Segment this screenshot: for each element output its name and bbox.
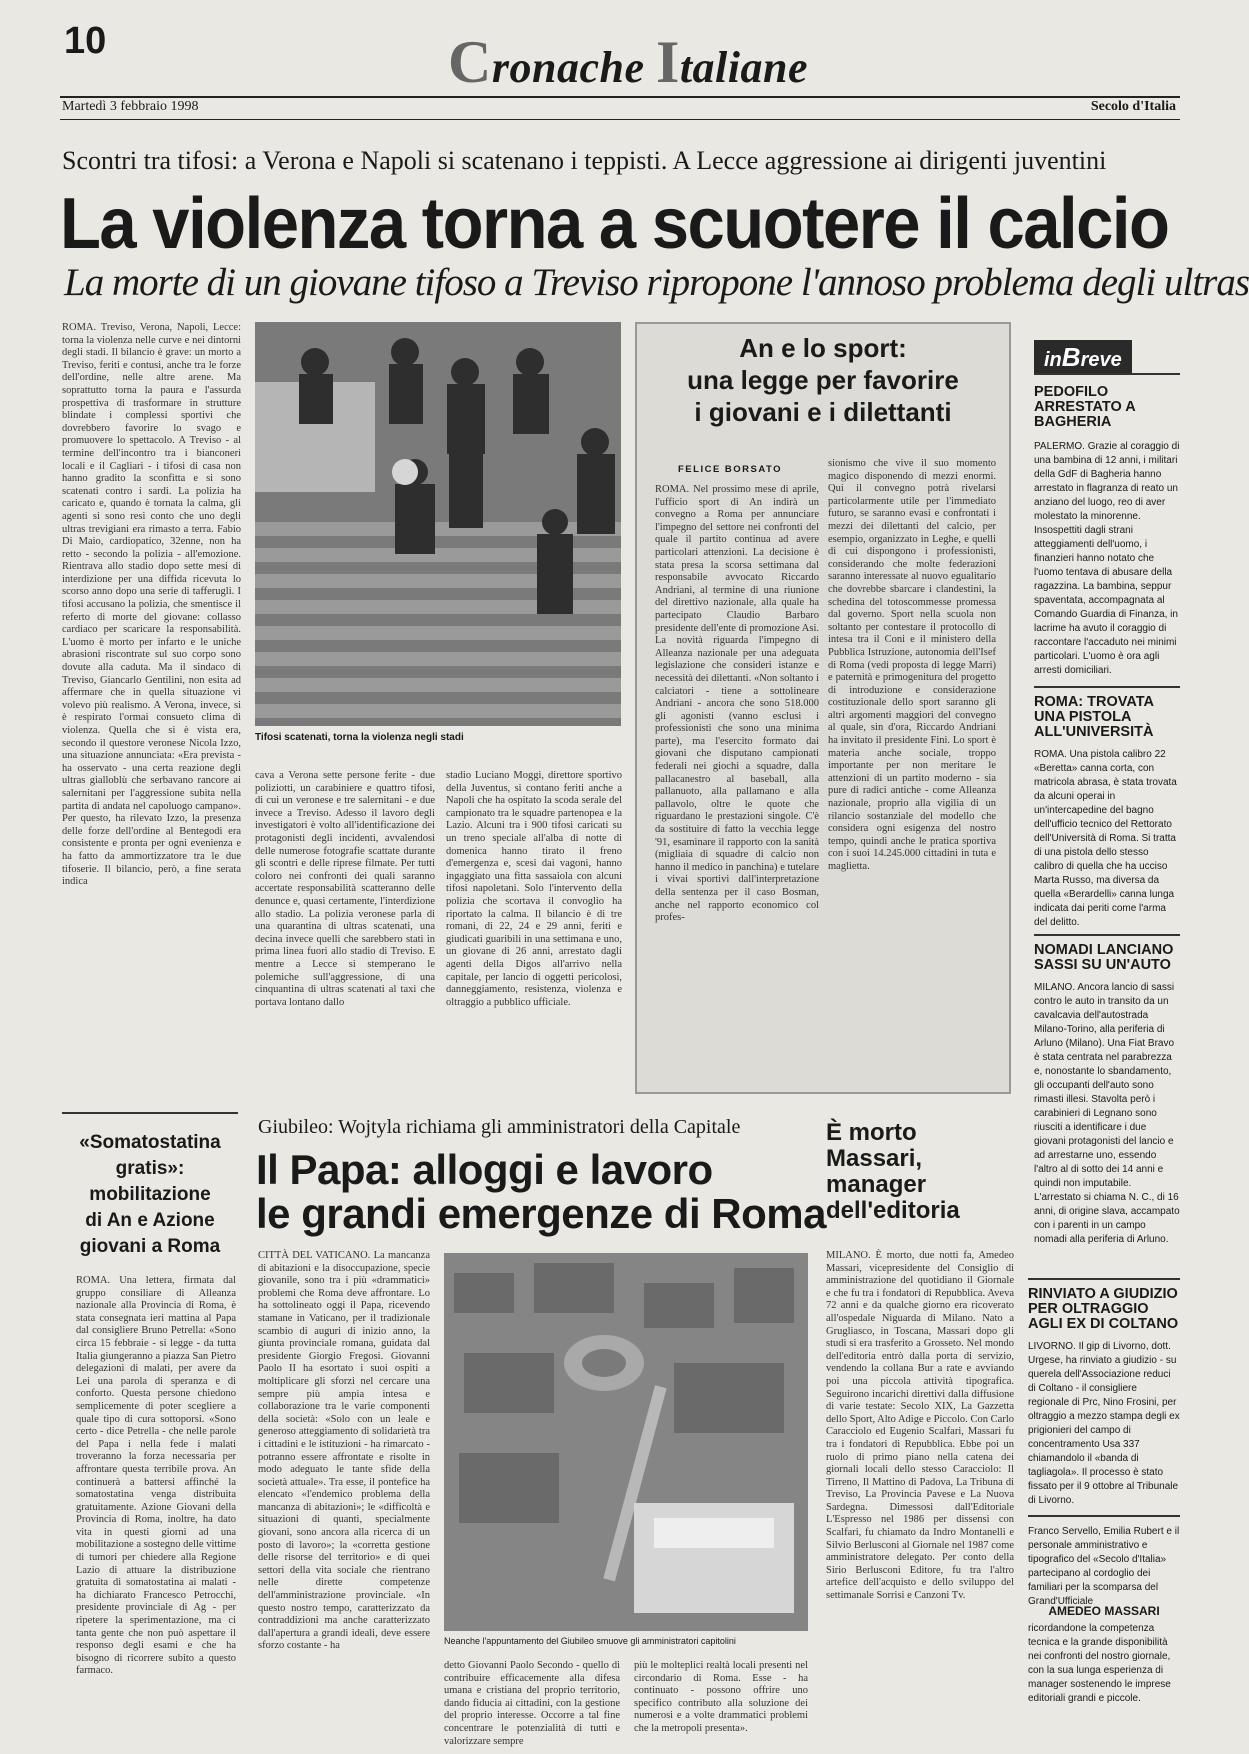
- top-kicker: Scontri tra tifosi: a Verona e Napoli si scatenano i teppisti. A Lecce aggressione ai dirigenti juventini: [62, 146, 1107, 175]
- in-breve-tag: inBreve: [1034, 340, 1132, 375]
- breve-title: PEDOFILO ARRESTATO A BAGHERIA: [1034, 384, 1136, 430]
- massari-headline: È morto Massari, manager dell'editoria: [826, 1119, 960, 1224]
- main-story-col3: stadio Luciano Moggi, direttore sportivo della Juventus, si contano feriti anche a Napoli che ha ospitato la scoda serale del campionato tra le squadre partenopea e la Lazio. Alcuni tra i 900 tifosi caricati su un treno speciale all'alba di notte di domenica hanno tirato il freno d'emergenza e, scesi dai vagoni, hanno ingaggiato una fitta sassaiola con alcuni tifosi napoletani. Solo l'intervento della polizia che scortava il convoglio ha riportato la calma. Il bilancio è di tre romani, di 22, 24 e 29 anni, feriti e giudicati guaribili in una settimana e uno, un giovane di 26 anni, arrestato dagli agenti della Digos all'arrivo nella capitale, per lancio di oggetti pericolosi, danneggiamento, resistenza, violenza e oltraggio a pubblico ufficiale.: [446, 770, 622, 1008]
- sport-col2: sionismo che vive il suo momento magico disponendo di mezzi enormi. Qui il convegno potrà rivelarsi particolarmente utile per l'immediato futuro, se saranno evasi e confrontati i mezzi dei dilettanti del calcio, per esempio, organizzato in Leghe, e quelli di cui dispongono i professionisti, considerando che molte federazioni saranno interessate al nuovo egualitario che dovrebbe sbarcare i clandestini, la schedina del totoscommesse promessa dal governo. Sport nella scuola non soltanto per contestare il protocollo di intesa tra il Coni e il ministero della Pubblica Istruzione, autonomia dell'Isef di Roma (vedi proposta di legge Marri) e paternità e primogenitura del progetto di introduzione e considerazione costituzionale dello sport saranno gli altri argomenti maggiori del convegno al quale, sin d'ora, Riccardo Andriani ha invitato il presidente Fini. Lo sport è materia anche sociale, troppo importante per non meritare le attenzioni di un partito moderno - sia pure di radici antiche - come Alleanza nazionale, proprio alla vigilia di un rilancio sostanziale del modello che considera ogni esigenza del nostro tempo, quindi anche le pratica sportiva con i suoi 14.245.000 cittadini in tuta e maglietta.: [828, 458, 996, 872]
- papa-headline: Il Papa: alloggi e lavoro le grandi emergenze di Roma: [256, 1146, 826, 1237]
- main-story-col1: ROMA. Treviso, Verona, Napoli, Lecce: torna la violenza nelle curve e nei dintorni degli stadi. Il bilancio è grave: un morto a Treviso, feriti e contusi, anche tra le forze dell'ordine, nelle altre arene. Ma soprattutto torna la paura e l'assurda prospettiva di trasformare in strutture blindate i complessi sportivi che dovrebbero favorire lo svago e promuovere lo spettacolo. A Treviso - al termine dell'incontro tra i bianconeri locali e il Cagliari - i tifosi di casa non hanno gradito la sconfitta e si sono scatenati contro i sardi. La polizia ha caricato e, quando è tornata la calma, gli agenti si sono resi conto che uno degli ultras trevigiani era rimasto a terra. Fabio Di Maio, cardiopatico, 32enne, non ha retto - secondo la polizia - all'emozione. Rientrava allo stadio dopo sette mesi di interdizione per una diffida ricevuta lo scorso anno dopo una serie di tafferugli. I tifosi accusano la polizia, che smentisce il referto di morte del giovane: collasso cardiaco per scaricare la responsabilità. L'uomo è morto per infarto e le uniche abrasioni riscontrate sul suo corpo sono dovute alla caduta. Ma il sindaco di Treviso, Giancarlo Gentilini, non esita ad affermare che in quella situazione vi volevo più realismo. A Verona, invece, si è respirato l'ormai consueto clima di violenza. Quella che si è vista era, secondo il questore veronese Nicola Izzo, una situazione annunciata: «Era prevista - ha osservato - una certa reazione degli ultras gialloblù che serbavano rancore ai salernitani per l'aggressione subita nella partita di andata nel capoluogo campano». Per questo, ha rilevato Izzo, la presenza delle forze dell'ordine al Bentegodi era consistente e pronta per ogni evenienza e ha fatto da ammortizzatore tra le due tifoserie. Il bilancio, però, a fine serata indica: [62, 322, 241, 888]
- massari-text: MILANO. È morto, due notti fa, Amedeo Massari, vicepresidente del Consiglio di amministrazione del quotidiano il Giornale e che fu tra i fondatori di Repubblica. Aveva 72 anni e da qualche giorno era ricoverato all'ospedale Niguarda di Milano. Nato a Grugliasco, in Toscana, Massari dopo gli studi si era trasferito a Grosseto. Nel mondo dell'editoria entrò dalla porta di servizio, vendendo la collana Bur a rate e avviando poi una piccola attività tipografica. Seguirono incarichi direttivi dalla diffusione di varie testate: Secolo XIX, La Gazzetta dello Sport, Alto Adige e Piccolo. Con Carlo Caracciolo ed Eugenio Scalfari, Massari fu tra i fondatori di Repubblica. Ebbe poi un ruolo di primo piano nella catena dei giornali locali dello stesso Caracciolo: Il Tirreno, Il Mattino di Padova, La Tribuna di Treviso, La Provincia Pavese e La Nuova Sardegna. Dimessosi dall'Editoriale L'Espresso nel 1986 per dissensi con Scalfari, fu chiamato da Indro Montanelli e Silvio Berlusconi al Giornale nel 1987 come amministratore delegato. Per conto della Sirio Berlusconi Editore, fu tra l'altro artefice dell'acquisto e dello sviluppo del settimanale Sorrisi e Canzoni Tv.: [826, 1250, 1014, 1602]
- sport-byline: FELICE BORSATO: [678, 464, 783, 475]
- breve-rule: [1034, 686, 1180, 688]
- rome-aerial-photo: [444, 1253, 808, 1631]
- papa-col3: più le molteplici realtà locali presenti nel circondario di Roma. Esse - ha continuato - possono offrire uno specifico contributo alla soluzione dei numerosi e a volte drammatici problemi che la metropoli presenta».: [634, 1660, 808, 1734]
- breve-title: RINVIATO A GIUDIZIO PER OLTRAGGIO AGLI EX DI COLTANO: [1028, 1286, 1179, 1332]
- breve-rule: [1034, 373, 1180, 375]
- rome-photo-caption: Neanche l'appuntamento del Giubileo smuove gli amministratori capitolini: [444, 1636, 736, 1646]
- condolence-name: AMEDEO MASSARI: [1048, 1604, 1160, 1618]
- header-rule: [60, 96, 1180, 98]
- breve-text: LIVORNO. Il gip di Livorno, dott. Urgese, ha rinviato a giudizio - su querela dell'Associazione reduci di Coltano - il consigliere regionale di Prc, Nino Frosini, per oltraggio a mezzo stampa degli ex prigionieri del campo di concentramento Usa 337 chiamandolo il «banda di tagliagola». Il processo è stato fissato per il 9 ottobre al Tribunale di Livorno.: [1028, 1341, 1180, 1506]
- condolence-text-2: ricordandone la competenza tecnica e la grande disponibilità nei confronti del nostro giornale, con la sua lunga esperienza di manager sostenendo le imprese editoriali grandi e piccole.: [1028, 1623, 1171, 1704]
- papa-kicker: Giubileo: Wojtyla richiama gli amministratori della Capitale: [258, 1116, 741, 1138]
- breve-rule: [1028, 1278, 1180, 1280]
- papa-col1: CITTÀ DEL VATICANO. La mancanza di abitazioni e la disoccupazione, specie giovanile, sono tra i più «drammatici» problemi che Roma deve affrontare. Lo ha sottolineato oggi il Papa, ricevendo stamane in Vaticano, per il tradizionale scambio di auguri di inizio anno, la giunta provinciale romana, guidata dal presidente Giorgio Fregosi. Giovanni Paolo II ha esortato i suoi ospiti a moltiplicare gli sforzi nel cercare una sempre più ampia intesa e collaborazione tra le varie componenti della società: «Solo con un leale e generoso atteggiamento di solidarietà tra i cittadini e le istituzioni - ha rimarcato - potranno essere affrontate e risolte in modo adeguato le tante sfide della società attuale». Tra esse, il pontefice ha elencato «l'endemico problema della mancanza di abitazioni»; le «difficoltà e situazioni di quanti, specialmente giovani, sono ancora alla ricerca di un posto di lavoro»; la «corretta gestione delle risorse del territorio» e di quei settori della vita sociale che rientrano nelle dirette competenze dell'amministrazione provinciale. «In questo nostro tempo, caratterizzato da contraddizioni ma anche caratterizzato dall'apertura a grandi ideali, deve essere sforzo costante - ha: [258, 1250, 430, 1652]
- breve-text: MILANO. Ancora lancio di sassi contro le auto in transito da un cavalcavia dell'autostrada Milano-Torino, alla periferia di Arluno (Milano). Una Fiat Bravo è stata centrata nel parabrezza e, nonostante lo sbandamento, gli occupanti dell'auto sono rimasti illesi. Stavolta però i carabinieri di Legnano sono riusciti a identificare i due giovani protagonisti del lancio e ad arrestarne uno, essendo l'altro al di sotto dei 14 anni e quindi non imputabile. L'arrestato si chiama N. C., di 16 anni, di origine slava, accampato con i parenti in un campo nomadi alla periferia di Arluno.: [1034, 982, 1180, 1245]
- breve-title: NOMADI LANCIANO SASSI SU UN'AUTO: [1034, 942, 1174, 973]
- breve-text: ROMA. Una pistola calibro 22 «Beretta» canna corta, con matricola abrasa, è stata trovata da alcuni operai in un'intercapedine del bagno dell'ufficio tecnico del Rettorato dell'Università di Roma. Si tratta di una pistola dello stesso calibro di quella che ha ucciso Marta Russo, ma diversa da quella «Berardelli» canna lunga indicata dai periti come l'arma del delitto.: [1034, 749, 1177, 928]
- breve-item: [1034, 695, 1180, 928]
- fans-photo-caption: Tifosi scatenati, torna la violenza negli stadi: [255, 732, 464, 743]
- header-rule-thin: [60, 119, 1180, 120]
- somato-rule: [62, 1112, 238, 1114]
- condolence-rule: [1028, 1515, 1180, 1517]
- sport-col1: ROMA. Nel prossimo mese di aprile, l'ufficio sport di An indirà un convegno a Roma per annunciare l'impegno del settore nei confronti del quale il partito continua ad avere particolari attenzioni. La decisione è stata presa la scorsa settimana dal responsabile avvocato Riccardo Andriani, al termine di una riunione del direttivo nazionale, alla quale ha partecipato Claudio Barbaro presidente dell'ente di promozione Asi. La novità riguarda l'impegno di Alleanza nazionale per una adeguata legislazione che consideri istanze e necessità dei dilettanti. «Non soltanto i calciatori - tiene a sottolineare Andriani - ancora che sono 518.000 gli agonisti (vanno esclusi i professionisti che sono una minima parte), ma l'esercito formato dai giovani che disputano campionati federali nei giochi a squadre, dalla pallacanestro al baseball, alla pallanuoto, alla pallamano e alla pallavolo, oltre le quote che riguardano le prestazioni singole. C'è da sostituire di fatto la vecchia legge '91, esaminare il rapporto con la sanità (migliaia di squadre di calcio non hanno il medico in panchina) e tutelare i vivai sportivi dall'interpretazione della sentenza per il caso Bosman, anche nel rapporto economico col profes-: [655, 484, 819, 924]
- breve-item: [1034, 943, 1180, 1261]
- somatostatina-text: ROMA. Una lettera, firmata dal gruppo consiliare di Alleanza nazionale alla Provincia di Roma, è stata consegnata ieri mattina al Papa dal consigliere Bruno Petrella: «Sono circa 15 febbraie - si legge - da tutta Italia giungeranno a piazza San Pietro delegazioni di malati, per avere da Lei una parola di speranza e di conforto. Questa persone chiedono semplicemente di poter scegliere a quale tipo di cura sottoporsi. «Sono certo - dice Petrella - che nelle parole del Papa i nella fede i malati troveranno la forza necessaria per affrontare questa terribile prova. An continuerà a battersi affinché la somatostatina venga distribuita gratuitamente. Azione Giovani della Provincia di Roma, inoltre, ha dato vita in questi giorni ad una mobilitazione a sostegno delle vittime di tumori per chiedere alla Regione Lazio di attuare la distribuzione gratuita di somatostatina ai malati - ha dichiarato Francesco Petrocchi, presidente provinciale di Ag - per ripetere la sperimentazione, ma ci tanta gente che non può aspettare il responso degli esami e che ha bisogno di ricorrere subito a questo farmaco.: [76, 1275, 236, 1677]
- fans-photo: [255, 322, 621, 726]
- breve-item: [1034, 384, 1180, 676]
- somatostatina-title: «Somatostatina gratis»: mobilitazione di An e Azione giovani a Roma: [79, 1132, 221, 1257]
- top-headline: La violenza torna a scuotere il calcio: [60, 183, 1169, 265]
- masthead: Secolo d'Italia: [1090, 99, 1176, 114]
- condolence-text: Franco Servello, Emilia Rubert e il personale amministrativo e tipografico del «Secolo d'Italia» partecipano al cordoglio dei familiari per la scomparsa del Grand'Ufficiale: [1028, 1526, 1180, 1607]
- breve-item: [1028, 1287, 1180, 1554]
- top-subhead: La morte di un giovane tifoso a Treviso ripropone l'annoso problema degli ultras: [64, 261, 1249, 304]
- breve-rule: [1034, 934, 1180, 936]
- dateline: Martedì 3 febbraio 1998: [62, 99, 199, 114]
- page-number: 10: [64, 20, 107, 62]
- breve-text: PALERMO. Grazie al coraggio di una bambina di 12 anni, i militari della GdF di Bagheria hanno arrestato in flagranza di reato un anziano del luogo, reo di aver molestato la minorenne. Insospettiti dagli strani atteggiamenti dell'uomo, i finanzieri hanno notato che l'uomo tentava di abusare della ragazzina. La bambina, seppur spaventata, accompagnata al Comando Guardia di Finanza, in lacrime ha avuto il coraggio di raccontare l'accaduto nei minimi particolari. L'uomo è ora agli arresti domiciliari.: [1034, 441, 1180, 676]
- section-title: Cronache Italiane: [448, 29, 809, 95]
- sport-article-title: An e lo sport: una legge per favorire i giovani e i dilettanti: [687, 333, 959, 427]
- breve-title: ROMA: TROVATA UNA PISTOLA ALL'UNIVERSITÀ: [1034, 694, 1154, 740]
- papa-col2: detto Giovanni Paolo Secondo - quello di contribuire efficacemente alla difesa umana e cristiana del proprio territorio, dando fiducia ai cittadini, con la gestione del proprio interesse. Occorre a tal fine concentrare le potenzialità di tutti e valorizzare sempre: [444, 1660, 620, 1747]
- main-story-col2: cava a Verona sette persone ferite - due poliziotti, un carabiniere e quattro tifosi, di cui un veronese e tre salernitani - e due invece a Treviso. Adesso il lavoro degli investigatori è volto all'identificazione dei protagonisti degli incidenti, avvalendosi delle numerose fotografie scattate durante gli scontri e delle riprese filmate. Per tutti coloro nei confronti dei quali saranno accertate responsabilità scatteranno delle denunce e, quasi certamente, l'interdizione allo stadio. La polizia veronese parla di una quarantina di ultras scatenati, una decina invece quelli che sarebbero stati in prima linea fuori allo stadio di Treviso. E mentre a Lecce si stemperano le polemiche sull'aggressione, di una cinquantina di ultras scatenati al taxi che portava lontano dallo: [255, 770, 435, 1008]
